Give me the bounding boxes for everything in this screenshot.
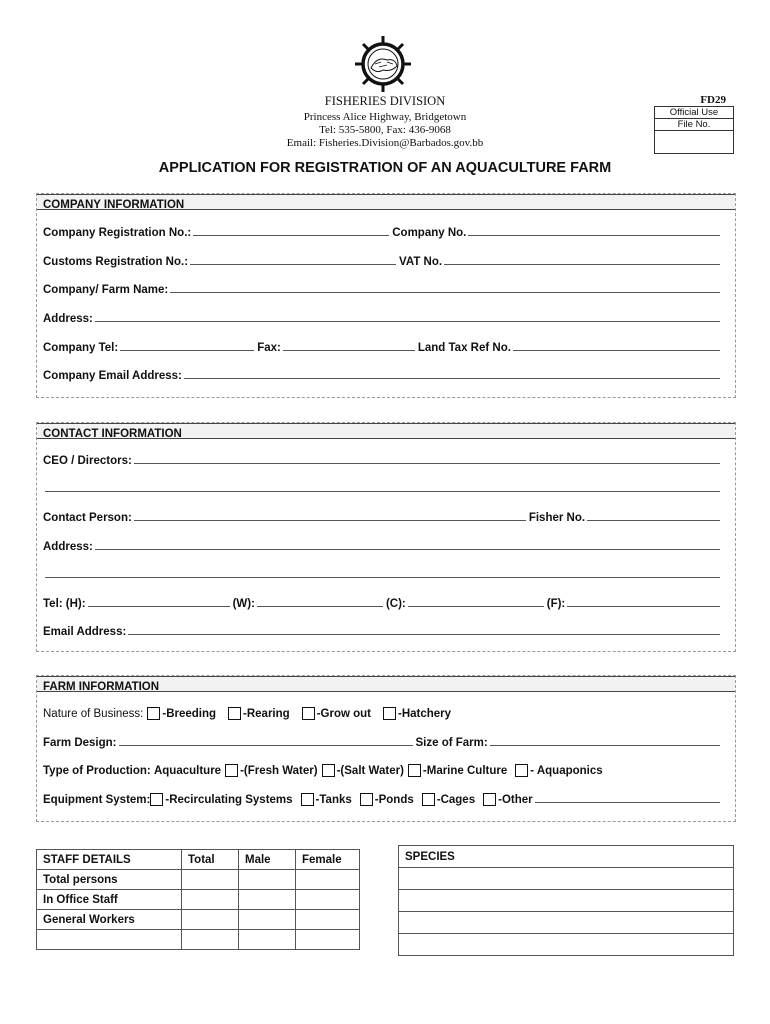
fresh-water-checkbox[interactable]: [225, 764, 238, 777]
breeding-label: -Breeding: [162, 708, 217, 720]
table-row: [399, 912, 734, 934]
hatchery-label: -Hatchery: [397, 708, 452, 720]
aquaponics-checkbox[interactable]: [515, 764, 528, 777]
company-heading: COMPANY INFORMATION: [37, 194, 735, 210]
female-cell[interactable]: [296, 910, 360, 930]
division-tel: Tel: 535-5800, Fax: 436-9068: [319, 124, 451, 136]
staff-table: [36, 849, 360, 950]
company-tel-field[interactable]: [120, 350, 254, 351]
contact-email-field[interactable]: [128, 634, 720, 635]
other-label: -Other: [498, 794, 533, 806]
farm-name-field[interactable]: [170, 292, 720, 293]
table-row: [399, 868, 734, 890]
aquaculture-label: Aquaculture: [153, 765, 222, 777]
row-label: General Workers: [37, 910, 182, 930]
hatchery-checkbox[interactable]: [383, 707, 396, 720]
land-tax-label: Land Tax Ref No.: [417, 342, 511, 354]
female-cell[interactable]: [296, 890, 360, 910]
company-fax-label: Fax:: [257, 342, 281, 354]
female-header: Female: [296, 850, 360, 870]
tel-work-field[interactable]: [257, 606, 383, 607]
production-type-label: Type of Production:: [43, 765, 151, 777]
row-label: [37, 930, 182, 950]
marine-culture-checkbox[interactable]: [408, 764, 421, 777]
male-header: Male: [239, 850, 296, 870]
contact-address-field-line2[interactable]: [45, 577, 720, 578]
salt-water-checkbox[interactable]: [322, 764, 335, 777]
tel-cell-label: (C):: [385, 598, 406, 610]
male-cell[interactable]: [239, 930, 296, 950]
male-cell[interactable]: [239, 890, 296, 910]
cages-checkbox[interactable]: [422, 793, 435, 806]
tel-home-field[interactable]: [88, 606, 230, 607]
vat-no-field[interactable]: [444, 264, 720, 265]
total-cell[interactable]: [182, 930, 239, 950]
male-cell[interactable]: [239, 870, 296, 890]
table-row: [37, 910, 360, 930]
company-fax-field[interactable]: [283, 350, 415, 351]
table-row: [37, 890, 360, 910]
fresh-water-label: -(Fresh Water): [240, 765, 318, 777]
table-row: [37, 870, 360, 890]
total-cell[interactable]: [182, 870, 239, 890]
salt-water-label: -(Salt Water): [336, 765, 404, 777]
other-checkbox[interactable]: [483, 793, 496, 806]
official-use-box: [654, 106, 734, 154]
company-reg-label: Company Registration No.:: [43, 227, 192, 239]
contact-address-label: Address:: [43, 541, 93, 553]
farm-design-label: Farm Design:: [43, 737, 117, 749]
form-code: FD29: [700, 94, 726, 106]
ponds-checkbox[interactable]: [360, 793, 373, 806]
farm-section: [36, 675, 736, 822]
species-header: SPECIES: [399, 846, 734, 868]
staff-header-row: [37, 850, 360, 870]
tanks-label: -Tanks: [315, 794, 352, 806]
marine-culture-label: -Marine Culture: [422, 765, 508, 777]
ceo-field-line2[interactable]: [45, 491, 720, 492]
company-email-label: Company Email Address:: [43, 370, 182, 382]
farm-size-field[interactable]: [490, 745, 720, 746]
table-row: [399, 934, 734, 956]
tel-fax-label: (F):: [546, 598, 566, 610]
other-field[interactable]: [535, 802, 720, 803]
female-cell[interactable]: [296, 930, 360, 950]
division-name: FISHERIES DIVISION: [324, 94, 446, 108]
contact-section: [36, 422, 736, 652]
species-cell[interactable]: [399, 934, 734, 956]
fisheries-logo: [351, 34, 415, 94]
company-no-label: Company No.: [392, 227, 467, 239]
ponds-label: -Ponds: [374, 794, 414, 806]
company-section: [36, 193, 736, 398]
official-use-label: Official Use: [655, 107, 733, 119]
species-cell[interactable]: [399, 912, 734, 934]
nature-label: Nature of Business:: [43, 708, 144, 720]
tel-work-label: (W):: [232, 598, 255, 610]
recirculating-label: -Recirculating Systems: [165, 794, 293, 806]
grow-out-checkbox[interactable]: [302, 707, 315, 720]
species-header-row: [399, 846, 734, 868]
farm-size-label: Size of Farm:: [415, 737, 488, 749]
species-cell[interactable]: [399, 868, 734, 890]
company-no-field[interactable]: [468, 235, 720, 236]
aquaponics-label: - Aquaponics: [530, 765, 603, 777]
rearing-label: -Rearing: [243, 708, 290, 720]
division-email: Email: Fisheries.Division@Barbados.gov.bb: [286, 137, 484, 149]
ceo-label: CEO / Directors:: [43, 455, 132, 467]
fisher-no-field[interactable]: [587, 520, 720, 521]
company-tel-label: Company Tel:: [43, 342, 119, 354]
total-header: Total: [182, 850, 239, 870]
vat-no-label: VAT No.: [399, 256, 443, 268]
table-row: [399, 890, 734, 912]
grow-out-label: -Grow out: [316, 708, 371, 720]
contact-heading: CONTACT INFORMATION: [37, 423, 735, 439]
male-cell[interactable]: [239, 910, 296, 930]
recirculating-checkbox[interactable]: [150, 793, 163, 806]
land-tax-field[interactable]: [513, 350, 720, 351]
file-no-label: File No.: [655, 119, 733, 131]
row-label: Total persons: [37, 870, 182, 890]
rearing-checkbox[interactable]: [228, 707, 241, 720]
species-cell[interactable]: [399, 890, 734, 912]
farm-design-field[interactable]: [119, 745, 413, 746]
farm-name-label: Company/ Farm Name:: [43, 284, 169, 296]
contact-person-field[interactable]: [134, 520, 526, 521]
customs-reg-label: Customs Registration No.:: [43, 256, 189, 268]
company-reg-field[interactable]: [193, 235, 389, 236]
breeding-checkbox[interactable]: [147, 707, 160, 720]
farm-heading: FARM INFORMATION: [37, 676, 735, 692]
tel-cell-field[interactable]: [408, 606, 544, 607]
staff-details-header: STAFF DETAILS: [37, 850, 182, 870]
contact-person-label: Contact Person:: [43, 512, 132, 524]
tel-home-label: Tel: (H):: [43, 598, 86, 610]
contact-email-label: Email Address:: [43, 626, 127, 638]
company-email-field[interactable]: [184, 378, 720, 379]
tanks-checkbox[interactable]: [301, 793, 314, 806]
company-address-label: Address:: [43, 313, 93, 325]
table-row: [37, 930, 360, 950]
total-cell[interactable]: [182, 890, 239, 910]
total-cell[interactable]: [182, 910, 239, 930]
cages-label: -Cages: [436, 794, 476, 806]
row-label: In Office Staff: [37, 890, 182, 910]
equipment-label: Equipment System:: [43, 794, 151, 806]
company-address-field[interactable]: [95, 321, 720, 322]
fisher-no-label: Fisher No.: [528, 512, 586, 524]
species-table: [398, 845, 734, 956]
ceo-field[interactable]: [134, 463, 720, 464]
page-title: APPLICATION FOR REGISTRATION OF AN AQUACULTURE FARM: [158, 160, 612, 176]
tel-fax-field[interactable]: [567, 606, 720, 607]
contact-address-field[interactable]: [95, 549, 720, 550]
female-cell[interactable]: [296, 870, 360, 890]
customs-reg-field[interactable]: [190, 264, 396, 265]
division-address: Princess Alice Highway, Bridgetown: [303, 111, 467, 123]
